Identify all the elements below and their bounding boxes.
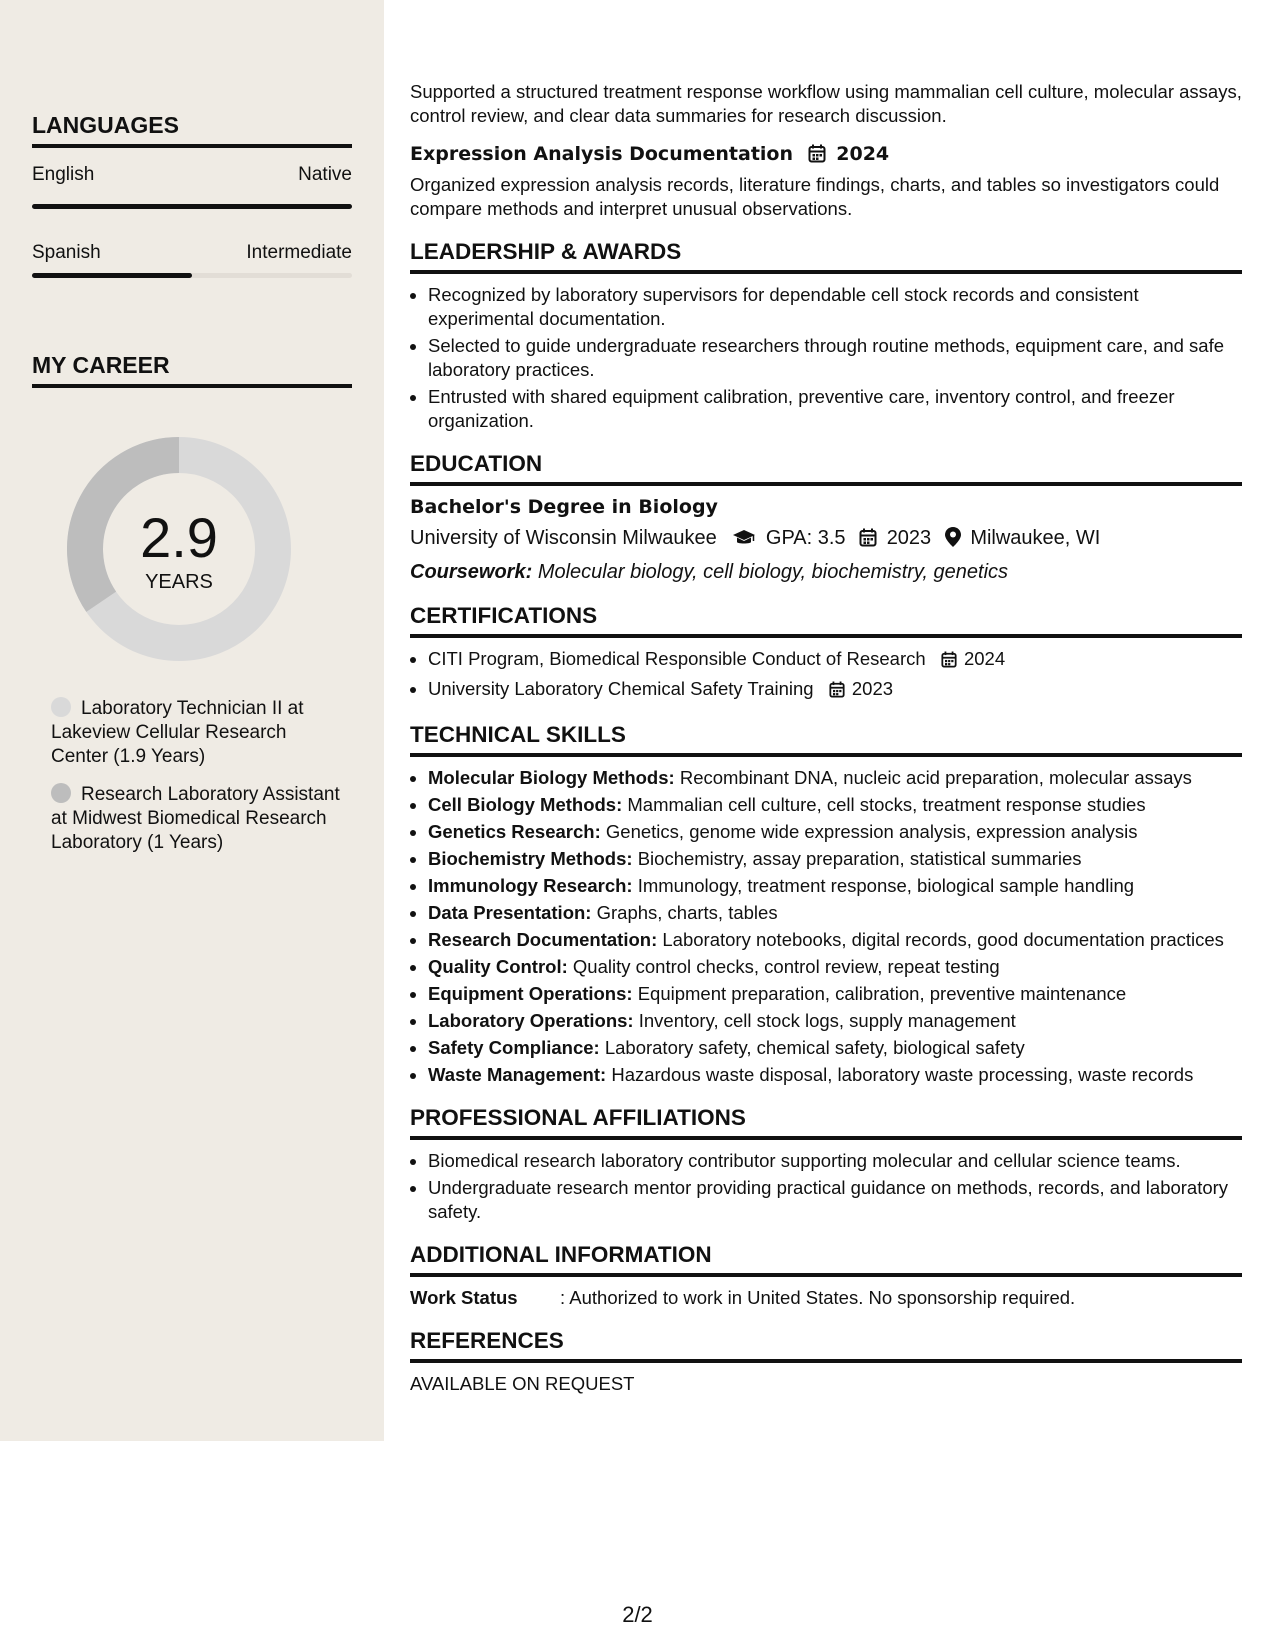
career-legend-item [51, 697, 341, 769]
additional-info-heading: ADDITIONAL INFORMATION [410, 1242, 1242, 1277]
references-heading: REFERENCES [410, 1328, 1242, 1363]
skill-text: Hazardous waste disposal, laboratory waste processing, waste records [611, 1064, 1194, 1085]
language-name: Spanish [32, 242, 101, 263]
project-title-row [410, 142, 1242, 169]
intro-text: Supported a structured treatment response workflow using mammalian cell culture, molecular assays, control review, and clear data summaries for research discussion. [410, 81, 1242, 126]
certification-name: University Laboratory Chemical Safety Training [428, 678, 814, 699]
calendar-icon [859, 528, 877, 554]
languages-heading: LANGUAGES [32, 112, 352, 148]
certifications-heading: CERTIFICATIONS [410, 603, 1242, 638]
certification-year: 2024 [963, 648, 1006, 669]
education-details [410, 525, 1242, 554]
calendar-icon [829, 680, 845, 704]
skills-heading: TECHNICAL SKILLS [410, 722, 1242, 757]
leadership-heading: LEADERSHIP & AWARDS [410, 239, 1242, 274]
skill-label: Research Documentation: [428, 929, 658, 950]
skill-item [428, 874, 1242, 898]
calendar-icon [808, 144, 826, 169]
education-degree: Bachelor's Degree in Biology [410, 496, 718, 518]
project-description: Organized expression analysis records, literature findings, charts, and tables so investigators could compare methods and interpret unusual observations. [410, 174, 1220, 219]
skill-label: Data Presentation: [428, 902, 592, 923]
certifications-list [410, 647, 1242, 704]
skill-text: Recombinant DNA, nucleic acid preparation, molecular assays [679, 767, 1192, 788]
language-bar-fill [32, 204, 352, 209]
list-item: • Entrusted with shared equipment calibration, preventive care, inventory control, and freezer organization. [428, 385, 1242, 433]
list-item: • Selected to guide undergraduate researchers through routine methods, equipment care, and safe laboratory practices. [428, 334, 1242, 382]
certification-year: 2023 [851, 678, 894, 699]
project-title: Expression Analysis Documentation [410, 143, 794, 165]
skill-text: Immunology, treatment response, biological sample handling [637, 875, 1135, 896]
graduation-cap-icon [732, 528, 756, 554]
list-item: • Recognized by laboratory supervisors for dependable cell stock records and consistent experimental documentation. [428, 283, 1242, 331]
legend-dot [51, 697, 71, 717]
skill-label: Cell Biology Methods: [428, 794, 623, 815]
skill-item [428, 901, 1242, 925]
work-status-value: : Authorized to work in United States. No sponsorship required. [560, 1287, 1076, 1308]
education-year: 2023 [886, 527, 932, 549]
career-heading: MY CAREER [32, 352, 352, 388]
skill-label: Molecular Biology Methods: [428, 767, 675, 788]
skill-item [428, 820, 1242, 844]
calendar-icon [941, 650, 957, 674]
list-item: • Biomedical research laboratory contributor supporting molecular and cellular science teams. [428, 1149, 1242, 1173]
career-total-years: 2.9 [140, 506, 218, 569]
skill-text: Laboratory safety, chemical safety, biological safety [604, 1037, 1025, 1058]
certification-item [428, 647, 1242, 674]
sidebar [0, 0, 384, 1441]
skill-label: Quality Control: [428, 956, 568, 977]
work-status-row [410, 1286, 1242, 1310]
skill-label: Genetics Research: [428, 821, 601, 842]
language-bar-spanish [32, 273, 352, 278]
skill-label: Safety Compliance: [428, 1037, 600, 1058]
references-text: AVAILABLE ON REQUEST [410, 1373, 635, 1394]
skill-item [428, 1063, 1242, 1087]
certification-name: CITI Program, Biomedical Responsible Conduct of Research [428, 648, 926, 669]
map-pin-icon [945, 527, 961, 554]
coursework-text: Molecular biology, cell biology, biochemistry, genetics [537, 561, 1009, 583]
language-name: English [32, 164, 95, 185]
affiliations-heading: PROFESSIONAL AFFILIATIONS [410, 1105, 1242, 1140]
skill-label: Laboratory Operations: [428, 1010, 634, 1031]
work-status-label: Work Status [410, 1287, 518, 1308]
education-coursework [410, 559, 1242, 585]
skill-text: Genetics, genome wide expression analysis, expression analysis [605, 821, 1138, 842]
skill-text: Equipment preparation, calibration, preventive maintenance [637, 983, 1127, 1004]
skill-label: Equipment Operations: [428, 983, 633, 1004]
coursework-label: Coursework: [410, 561, 533, 583]
skill-text: Mammalian cell culture, cell stocks, treatment response studies [627, 794, 1146, 815]
list-item: • Undergraduate research mentor providing practical guidance on methods, records, and laboratory safety. [428, 1176, 1242, 1224]
skill-item [428, 982, 1242, 1006]
career-legend-item [51, 783, 341, 855]
skill-text: Quality control checks, control review, repeat testing [572, 956, 1000, 977]
skill-text: Inventory, cell stock logs, supply management [638, 1010, 1016, 1031]
skill-item [428, 928, 1242, 952]
skill-item [428, 847, 1242, 871]
career-total-unit: YEARS [145, 571, 213, 593]
skill-label: Immunology Research: [428, 875, 633, 896]
legend-dot [51, 783, 71, 803]
skill-label: Biochemistry Methods: [428, 848, 633, 869]
skills-list [410, 766, 1242, 1087]
language-bar-english [32, 204, 352, 209]
skill-item [428, 955, 1242, 979]
education-gpa: GPA: 3.5 [765, 527, 846, 549]
education-location: Milwaukee, WI [970, 527, 1101, 549]
education-heading: EDUCATION [410, 451, 1242, 486]
language-row-english [32, 164, 352, 186]
career-item-label: Research Laboratory Assistant at Midwest Biomedical Research Laboratory (1 Years) [51, 784, 340, 853]
skill-label: Waste Management: [428, 1064, 607, 1085]
language-row-spanish [32, 242, 352, 264]
skill-item [428, 1009, 1242, 1033]
skill-item [428, 793, 1242, 817]
leadership-list [410, 283, 1242, 433]
skill-text: Graphs, charts, tables [596, 902, 778, 923]
language-level: Intermediate [246, 242, 352, 263]
language-level: Native [298, 164, 352, 185]
language-bar-fill [32, 273, 192, 278]
affiliations-list [410, 1149, 1242, 1224]
skill-item [428, 766, 1242, 790]
project-year: 2024 [836, 143, 890, 165]
page-number: 2/2 [622, 1602, 653, 1627]
skill-text: Biochemistry, assay preparation, statistical summaries [637, 848, 1082, 869]
skill-text: Laboratory notebooks, digital records, good documentation practices [662, 929, 1224, 950]
education-school: University of Wisconsin Milwaukee [410, 527, 717, 549]
skill-item [428, 1036, 1242, 1060]
certification-item [428, 677, 1242, 704]
main-content [410, 80, 1242, 1396]
career-item-label: Laboratory Technician II at Lakeview Cellular Research Center (1.9 Years) [51, 698, 304, 767]
